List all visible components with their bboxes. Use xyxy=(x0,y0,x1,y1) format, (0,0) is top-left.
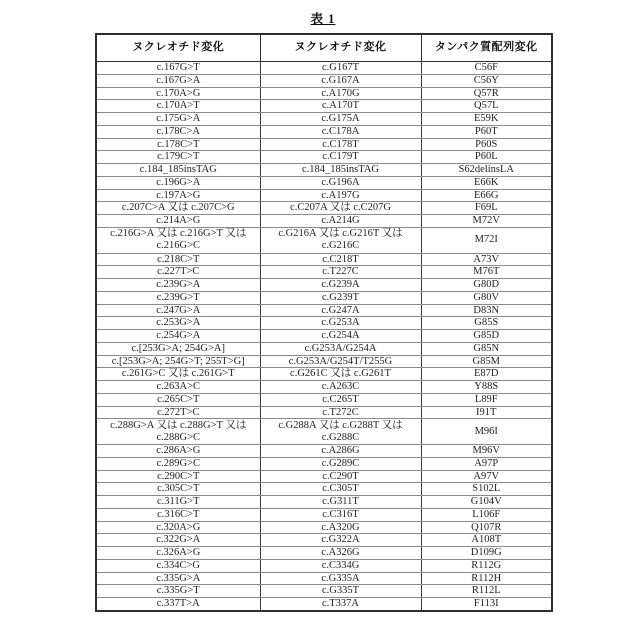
nucleotide-change-alt-cell: c.C178A xyxy=(260,125,421,138)
protein-change-cell: M96V xyxy=(421,445,552,458)
nucleotide-change-alt-cell: c.T227C xyxy=(260,266,421,279)
protein-change-cell: P60T xyxy=(421,125,552,138)
protein-change-cell: M96I xyxy=(421,419,552,445)
table-header-row xyxy=(96,34,552,62)
table-row xyxy=(96,113,552,126)
table-row xyxy=(96,62,552,75)
nucleotide-change-alt-cell: c.G311T xyxy=(260,496,421,509)
nucleotide-change-cell: c.167G>T xyxy=(96,62,260,75)
nucleotide-change-cell: c.227T>C xyxy=(96,266,260,279)
protein-change-cell: E66G xyxy=(421,189,552,202)
protein-change-cell: P60L xyxy=(421,151,552,164)
table-row xyxy=(96,164,552,177)
protein-change-cell: Y88S xyxy=(421,381,552,394)
protein-change-cell: G80D xyxy=(421,279,552,292)
table-row xyxy=(96,445,552,458)
nucleotide-change-alt-cell: c.C334G xyxy=(260,559,421,572)
protein-change-cell: G104V xyxy=(421,496,552,509)
table-row xyxy=(96,227,552,253)
protein-change-cell: A73V xyxy=(421,253,552,266)
nucleotide-change-cell: c.326A>G xyxy=(96,547,260,560)
protein-change-cell: S102L xyxy=(421,483,552,496)
protein-change-cell: R112L xyxy=(421,585,552,598)
nucleotide-change-cell: c.247G>A xyxy=(96,304,260,317)
nucleotide-change-cell: c.218C>T xyxy=(96,253,260,266)
protein-change-cell: F69L xyxy=(421,202,552,215)
table-row xyxy=(96,521,552,534)
nucleotide-change-cell: c.311G>T xyxy=(96,496,260,509)
protein-change-cell: R112H xyxy=(421,572,552,585)
protein-change-cell: G80V xyxy=(421,291,552,304)
table-row xyxy=(96,534,552,547)
protein-change-cell: A108T xyxy=(421,534,552,547)
protein-change-cell: D83N xyxy=(421,304,552,317)
nucleotide-change-cell: c.337T>A xyxy=(96,598,260,611)
header-protein-sequence-change: タンパク質配列変化 xyxy=(421,34,552,62)
protein-change-cell: L89F xyxy=(421,393,552,406)
nucleotide-change-alt-cell: c.G335T xyxy=(260,585,421,598)
nucleotide-change-alt-cell: c.G253A/G254T/T255G xyxy=(260,355,421,368)
table-row xyxy=(96,176,552,189)
table-row xyxy=(96,279,552,292)
table-row xyxy=(96,253,552,266)
protein-change-cell: D109G xyxy=(421,547,552,560)
nucleotide-change-cell: c.207C>A 又は c.207C>G xyxy=(96,202,260,215)
nucleotide-change-cell: c.239G>T xyxy=(96,291,260,304)
nucleotide-change-cell: c.214A>G xyxy=(96,215,260,228)
protein-change-cell: M72I xyxy=(421,227,552,253)
protein-change-cell: P60S xyxy=(421,138,552,151)
nucleotide-change-cell: c.335G>A xyxy=(96,572,260,585)
nucleotide-change-cell: c.196G>A xyxy=(96,176,260,189)
nucleotide-change-alt-cell: c.T272C xyxy=(260,406,421,419)
protein-change-cell: C56F xyxy=(421,62,552,75)
table-row xyxy=(96,598,552,611)
protein-change-cell: C56Y xyxy=(421,74,552,87)
nucleotide-change-alt-cell: c.T337A xyxy=(260,598,421,611)
nucleotide-change-cell: c.197A>G xyxy=(96,189,260,202)
table-row xyxy=(96,215,552,228)
protein-change-cell: I91T xyxy=(421,406,552,419)
table-row xyxy=(96,266,552,279)
protein-change-cell: A97V xyxy=(421,470,552,483)
table-row xyxy=(96,585,552,598)
table-title: 表 1 xyxy=(310,12,336,26)
nucleotide-change-alt-cell: c.G335A xyxy=(260,572,421,585)
protein-change-cell: L106F xyxy=(421,508,552,521)
table-row xyxy=(96,483,552,496)
table-row xyxy=(96,304,552,317)
nucleotide-change-cell: c.322G>A xyxy=(96,534,260,547)
table-row xyxy=(96,100,552,113)
nucleotide-change-alt-cell: c.G167A xyxy=(260,74,421,87)
nucleotide-change-alt-cell: c.A170G xyxy=(260,87,421,100)
table-row xyxy=(96,291,552,304)
protein-change-cell: G85S xyxy=(421,317,552,330)
header-nucleotide-change-alt: ヌクレオチド変化 xyxy=(260,34,421,62)
nucleotide-change-cell: c.320A>G xyxy=(96,521,260,534)
protein-change-cell: G85M xyxy=(421,355,552,368)
nucleotide-change-cell: c.334C>G xyxy=(96,559,260,572)
table-row xyxy=(96,419,552,445)
nucleotide-change-alt-cell: c.G239A xyxy=(260,279,421,292)
table-row xyxy=(96,317,552,330)
protein-change-cell: S62delinsLA xyxy=(421,164,552,177)
nucleotide-change-cell: c.261G>C 又は c.261G>T xyxy=(96,368,260,381)
nucleotide-change-cell: c.175G>A xyxy=(96,113,260,126)
nucleotide-change-alt-cell: c.G322A xyxy=(260,534,421,547)
table-row xyxy=(96,572,552,585)
table-row xyxy=(96,151,552,164)
nucleotide-change-cell: c.239G>A xyxy=(96,279,260,292)
nucleotide-change-alt-cell: c.G196A xyxy=(260,176,421,189)
header-nucleotide-change: ヌクレオチド変化 xyxy=(96,34,260,62)
nucleotide-change-cell: c.216G>A 又は c.216G>T 又は c.216G>C xyxy=(96,227,260,253)
table-row xyxy=(96,355,552,368)
protein-change-cell: F113I xyxy=(421,598,552,611)
table-row xyxy=(96,381,552,394)
protein-change-cell: E87D xyxy=(421,368,552,381)
nucleotide-change-alt-cell: c.A263C xyxy=(260,381,421,394)
protein-change-cell: Q107R xyxy=(421,521,552,534)
nucleotide-change-alt-cell: c.G239T xyxy=(260,291,421,304)
nucleotide-change-cell: c.167G>A xyxy=(96,74,260,87)
protein-change-cell: M72V xyxy=(421,215,552,228)
nucleotide-change-cell: c.263A>C xyxy=(96,381,260,394)
table-row xyxy=(96,138,552,151)
nucleotide-change-cell: c.[253G>A; 254G>A] xyxy=(96,342,260,355)
nucleotide-change-alt-cell: c.C265T xyxy=(260,393,421,406)
nucleotide-change-cell: c.170A>G xyxy=(96,87,260,100)
nucleotide-change-alt-cell: c.G261C 又は c.G261T xyxy=(260,368,421,381)
nucleotide-change-alt-cell: c.A170T xyxy=(260,100,421,113)
table-row xyxy=(96,547,552,560)
table-row xyxy=(96,508,552,521)
nucleotide-change-alt-cell: c.C207A 又は c.C207G xyxy=(260,202,421,215)
nucleotide-change-cell: c.289G>C xyxy=(96,457,260,470)
nucleotide-change-alt-cell: c.A286G xyxy=(260,445,421,458)
nucleotide-change-alt-cell: c.C179T xyxy=(260,151,421,164)
table-row xyxy=(96,330,552,343)
nucleotide-change-cell: c.286A>G xyxy=(96,445,260,458)
nucleotide-change-cell: c.178C>T xyxy=(96,138,260,151)
table-row xyxy=(96,406,552,419)
nucleotide-change-alt-cell: c.C178T xyxy=(260,138,421,151)
table-row xyxy=(96,125,552,138)
protein-change-cell: R112G xyxy=(421,559,552,572)
table-row xyxy=(96,457,552,470)
nucleotide-change-alt-cell: c.G253A/G254A xyxy=(260,342,421,355)
table-row xyxy=(96,342,552,355)
protein-change-cell: M76T xyxy=(421,266,552,279)
nucleotide-change-cell: c.290C>T xyxy=(96,470,260,483)
table-row xyxy=(96,368,552,381)
nucleotide-change-alt-cell: c.G167T xyxy=(260,62,421,75)
nucleotide-change-cell: c.316C>T xyxy=(96,508,260,521)
protein-change-cell: G85N xyxy=(421,342,552,355)
nucleotide-change-alt-cell: c.A214G xyxy=(260,215,421,228)
nucleotide-change-cell: c.170A>T xyxy=(96,100,260,113)
nucleotide-change-alt-cell: c.C218T xyxy=(260,253,421,266)
nucleotide-change-alt-cell: c.184_185insTAG xyxy=(260,164,421,177)
nucleotide-change-cell: c.305C>T xyxy=(96,483,260,496)
nucleotide-change-cell: c.254G>A xyxy=(96,330,260,343)
nucleotide-change-alt-cell: c.A320G xyxy=(260,521,421,534)
protein-change-cell: G85D xyxy=(421,330,552,343)
nucleotide-change-alt-cell: c.G254A xyxy=(260,330,421,343)
nucleotide-change-alt-cell: c.G288A 又は c.G288T 又は c.G288C xyxy=(260,419,421,445)
nucleotide-change-alt-cell: c.A326G xyxy=(260,547,421,560)
protein-change-cell: E59K xyxy=(421,113,552,126)
nucleotide-change-alt-cell: c.C290T xyxy=(260,470,421,483)
table-row xyxy=(96,559,552,572)
table-row xyxy=(96,74,552,87)
nucleotide-change-cell: c.288G>A 又は c.288G>T 又は c.288G>C xyxy=(96,419,260,445)
table-row xyxy=(96,202,552,215)
nucleotide-change-alt-cell: c.G247A xyxy=(260,304,421,317)
nucleotide-change-alt-cell: c.G216A 又は c.G216T 又は c.G216C xyxy=(260,227,421,253)
table-row xyxy=(96,470,552,483)
nucleotide-change-alt-cell: c.G253A xyxy=(260,317,421,330)
nucleotide-change-cell: c.184_185insTAG xyxy=(96,164,260,177)
nucleotide-change-cell: c.272T>C xyxy=(96,406,260,419)
nucleotide-change-cell: c.335G>T xyxy=(96,585,260,598)
nucleotide-change-cell: c.265C>T xyxy=(96,393,260,406)
nucleotide-change-alt-cell: c.C305T xyxy=(260,483,421,496)
mutation-table xyxy=(95,33,553,612)
protein-change-cell: E66K xyxy=(421,176,552,189)
table-row xyxy=(96,87,552,100)
nucleotide-change-cell: c.253G>A xyxy=(96,317,260,330)
nucleotide-change-alt-cell: c.C316T xyxy=(260,508,421,521)
table-row xyxy=(96,393,552,406)
protein-change-cell: Q57R xyxy=(421,87,552,100)
table-row xyxy=(96,496,552,509)
nucleotide-change-cell: c.179C>T xyxy=(96,151,260,164)
nucleotide-change-alt-cell: c.A197G xyxy=(260,189,421,202)
nucleotide-change-cell: c.[253G>A; 254G>T; 255T>G] xyxy=(96,355,260,368)
protein-change-cell: A97P xyxy=(421,457,552,470)
table-row xyxy=(96,189,552,202)
nucleotide-change-cell: c.178C>A xyxy=(96,125,260,138)
nucleotide-change-alt-cell: c.G175A xyxy=(260,113,421,126)
protein-change-cell: Q57L xyxy=(421,100,552,113)
nucleotide-change-alt-cell: c.G289C xyxy=(260,457,421,470)
